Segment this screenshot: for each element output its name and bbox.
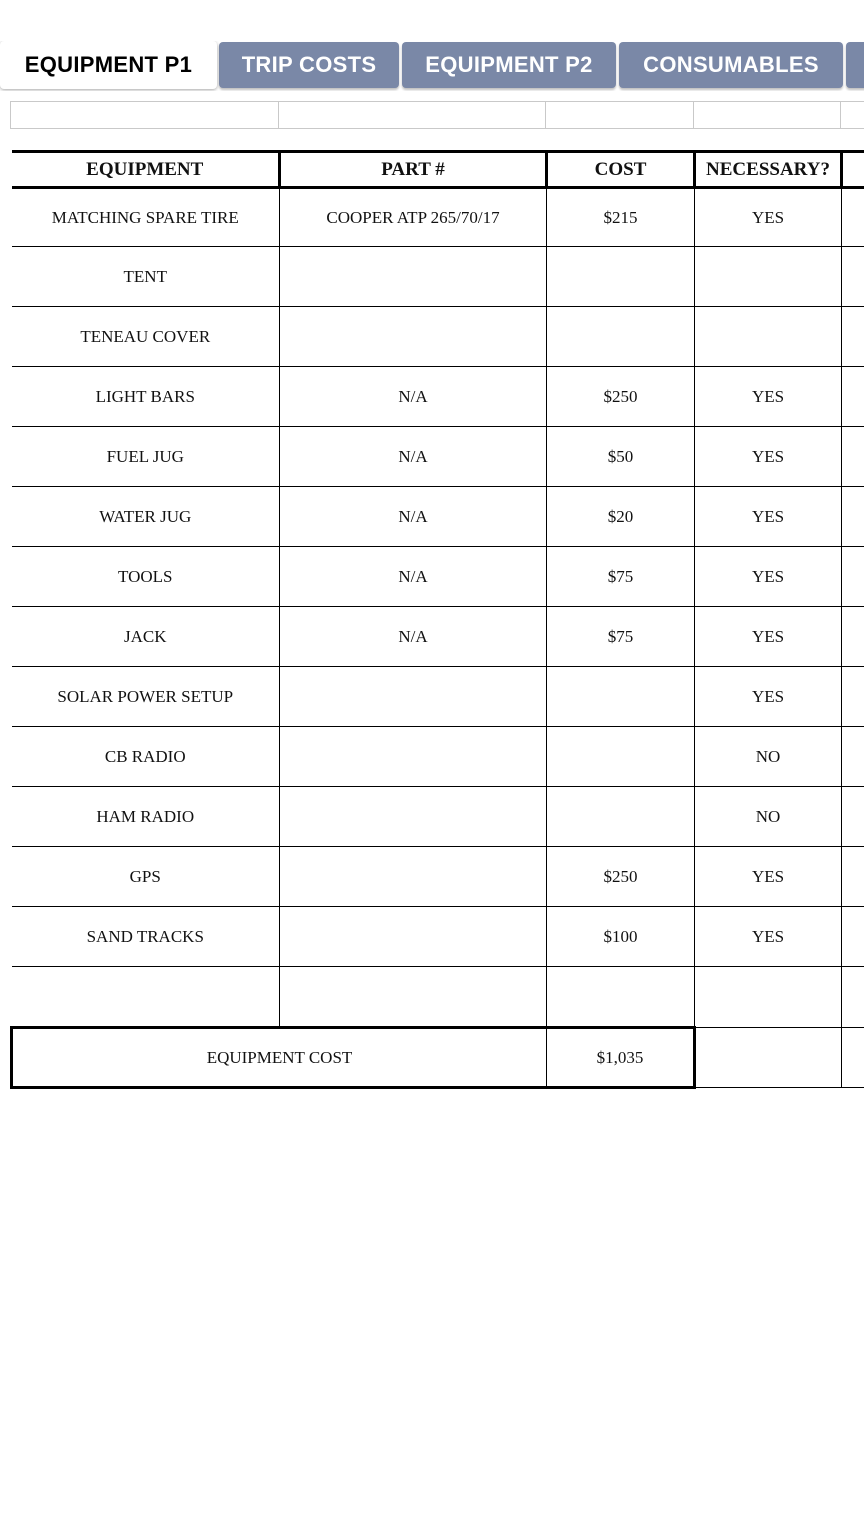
cell-necessary[interactable]: YES: [695, 487, 842, 547]
cell-necessary[interactable]: YES: [695, 188, 842, 247]
cell-part[interactable]: [280, 667, 547, 727]
cell-extra[interactable]: [842, 607, 864, 667]
cell-necessary[interactable]: NO: [695, 727, 842, 787]
cell-part[interactable]: [280, 247, 547, 307]
empty-grid-row: [10, 101, 864, 129]
cell-part[interactable]: [280, 727, 547, 787]
cell-part[interactable]: [280, 847, 547, 907]
sheet-tab-bar: [0, 41, 864, 91]
table-row: [12, 188, 864, 247]
cell-cost[interactable]: $100: [547, 907, 695, 967]
cell-part[interactable]: N/A: [280, 547, 547, 607]
cell-equipment[interactable]: CB RADIO: [12, 727, 280, 787]
table-row: [12, 907, 864, 967]
table-row: [12, 367, 864, 427]
cell-necessary[interactable]: YES: [695, 547, 842, 607]
table-row: [12, 247, 864, 307]
cell-extra[interactable]: [842, 667, 864, 727]
cell-equipment[interactable]: WATER JUG: [12, 487, 280, 547]
cell-equipment[interactable]: JACK: [12, 607, 280, 667]
cell-part[interactable]: [280, 307, 547, 367]
cell-necessary[interactable]: YES: [695, 667, 842, 727]
cell-necessary[interactable]: [695, 307, 842, 367]
cell-part[interactable]: COOPER ATP 265/70/17: [280, 188, 547, 247]
header-cost[interactable]: COST: [547, 152, 695, 188]
table-row: [12, 847, 864, 907]
cell-extra[interactable]: [842, 967, 864, 1028]
cell-cost[interactable]: $50: [547, 427, 695, 487]
cell-equipment[interactable]: TOOLS: [12, 547, 280, 607]
cell-necessary[interactable]: [695, 967, 842, 1028]
tab-equipment-p2[interactable]: EQUIPMENT P2: [402, 42, 616, 88]
cell-extra[interactable]: [842, 547, 864, 607]
cell-cost[interactable]: $20: [547, 487, 695, 547]
cell-necessary[interactable]: YES: [695, 367, 842, 427]
cell-extra[interactable]: [842, 247, 864, 307]
cell-equipment[interactable]: TENT: [12, 247, 280, 307]
cell-cost[interactable]: $215: [547, 188, 695, 247]
cell-part[interactable]: N/A: [280, 607, 547, 667]
cell-cost[interactable]: $250: [547, 367, 695, 427]
table-row: [12, 307, 864, 367]
cell-cost[interactable]: [547, 727, 695, 787]
header-row: [12, 152, 864, 188]
cell-necessary[interactable]: YES: [695, 607, 842, 667]
cell-equipment[interactable]: MATCHING SPARE TIRE: [12, 188, 280, 247]
cell-extra[interactable]: [842, 847, 864, 907]
cell-necessary[interactable]: YES: [695, 427, 842, 487]
cell-extra[interactable]: [842, 907, 864, 967]
cell-extra[interactable]: [842, 367, 864, 427]
header-part-number[interactable]: PART #: [280, 152, 547, 188]
cell-cost[interactable]: [547, 967, 695, 1028]
cell-equipment[interactable]: GPS: [12, 847, 280, 907]
table-row: [12, 667, 864, 727]
table-row: [12, 727, 864, 787]
tab-trip-costs[interactable]: TRIP COSTS: [219, 42, 399, 88]
cell-equipment[interactable]: [12, 967, 280, 1028]
total-row: [12, 1028, 864, 1088]
equipment-table: [10, 150, 864, 1089]
cell-extra[interactable]: [842, 487, 864, 547]
cell-necessary[interactable]: [695, 1028, 842, 1088]
equipment-cost-value[interactable]: $1,035: [547, 1028, 695, 1088]
tab-consumables[interactable]: CONSUMABLES: [619, 42, 843, 88]
cell-extra[interactable]: [842, 188, 864, 247]
cell-equipment[interactable]: HAM RADIO: [12, 787, 280, 847]
header-necessary[interactable]: NECESSARY?: [695, 152, 842, 188]
cell-cost[interactable]: [547, 787, 695, 847]
table-row: [12, 967, 864, 1028]
cell-part[interactable]: [280, 907, 547, 967]
header-extra[interactable]: [842, 152, 864, 188]
table-row: [12, 487, 864, 547]
cell-extra[interactable]: [842, 427, 864, 487]
table-row: [12, 547, 864, 607]
cell-equipment[interactable]: SAND TRACKS: [12, 907, 280, 967]
cell-cost[interactable]: [547, 247, 695, 307]
cell-cost[interactable]: [547, 307, 695, 367]
cell-necessary[interactable]: YES: [695, 847, 842, 907]
tab-equipment-p1[interactable]: EQUIPMENT P1: [0, 41, 217, 89]
cell-equipment[interactable]: TENEAU COVER: [12, 307, 280, 367]
cell-cost[interactable]: [547, 667, 695, 727]
cell-part[interactable]: N/A: [280, 427, 547, 487]
cell-part[interactable]: N/A: [280, 367, 547, 427]
header-equipment[interactable]: EQUIPMENT: [12, 152, 280, 188]
equipment-cost-label[interactable]: EQUIPMENT COST: [12, 1028, 547, 1088]
cell-extra[interactable]: [842, 787, 864, 847]
cell-equipment[interactable]: FUEL JUG: [12, 427, 280, 487]
cell-cost[interactable]: $75: [547, 547, 695, 607]
cell-necessary[interactable]: YES: [695, 907, 842, 967]
table-row: [12, 427, 864, 487]
cell-part[interactable]: [280, 967, 547, 1028]
tab-overflow[interactable]: [846, 42, 864, 88]
cell-equipment[interactable]: LIGHT BARS: [12, 367, 280, 427]
cell-cost[interactable]: $75: [547, 607, 695, 667]
cell-extra[interactable]: [842, 307, 864, 367]
cell-cost[interactable]: $250: [547, 847, 695, 907]
cell-extra[interactable]: [842, 727, 864, 787]
cell-part[interactable]: N/A: [280, 487, 547, 547]
table-row: [12, 787, 864, 847]
cell-extra[interactable]: [842, 1028, 864, 1088]
cell-necessary[interactable]: [695, 247, 842, 307]
cell-equipment[interactable]: SOLAR POWER SETUP: [12, 667, 280, 727]
table-row: [12, 607, 864, 667]
cell-necessary[interactable]: NO: [695, 787, 842, 847]
cell-part[interactable]: [280, 787, 547, 847]
